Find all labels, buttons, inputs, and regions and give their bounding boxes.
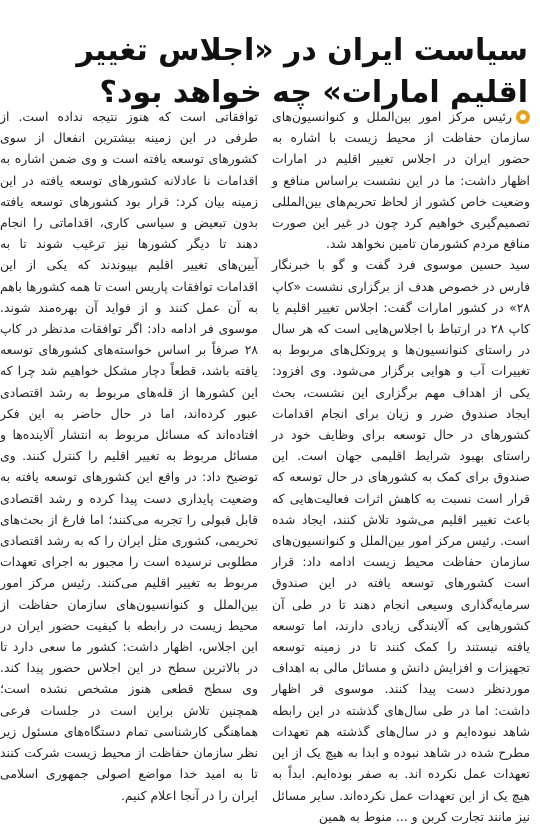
article-headline: سیاست ایران در «اجلاس تغییر اقلیم امارات» چه خواهد بود؟: [76, 33, 528, 111]
article-body: [0, 106, 531, 824]
circle-logo-icon: [516, 110, 530, 124]
left-column: [0, 106, 258, 803]
right-column: [272, 106, 531, 824]
paragraph-continued: توافقاتی است که هنوز نتیجه نداده است. از طرفی در این زمینه بیشترین انفعال از سوی کشورهای توسعه یافته است و وی ضمن اشاره به اقدامات نا عادلانه کشورهای توسعه یافته در این زمینه بیان کرد: قرار بود کشورهای توسعه یافته بدون تبعیض و سیاسی کاری، اقداماتی را انجام دهند تا دیگر کشورها نیز ترغیب شوند تا به آیین‌های تغییر اقلیم بپیوندند که یکی از این اقدامات توافقات پاریس است تا همه کشورها باهم به آن عمل کنند و از فواید آن بهره‌مند شوند. موسوی فر ادامه داد: اگر توافقات مدنظر در کاپ ۲۸ صرفاً بر اساس خواسته‌های کشورهای توسعه یافته باشد، قطعاً دچار مشکل خواهیم شد چرا که این کشورها از قله‌های مربوط به رشد اقتصادی عبور کرده‌اند، اما در حال حاضر به این فکر افتاده‌اند که مسائل مربوط به انتشار آلاینده‌ها و مسائل مربوط به تغییر اقلیم را کنترل کنند. وی توضیح داد: در واقع این کشورهای توسعه یافته به وضعیت پایداری دست پیدا کرده و رشد اقتصادی قابل قبولی را تجربه می‌کنند؛ اما فارغ از بحث‌های تحریمی، کشوری مثل ایران را که به رشد اقتصادی مطلوبی نرسیده است را مجبور به اجرای تعهدات مربوط به تغییر اقلیم می‌کنند. رئیس مرکز امور بین‌الملل و کنوانسیون‌های سازمان حفاظت از محیط زیست در رابطه با کیفیت حضور ایران در این اجلاس، اظهار داشت: کشور ما سعی دارد تا در بالاترین سطح در این اجلاس حضور پیدا کند. وی سطح قطعی هنوز مشخص نشده است؛ همچنین تلاش براین است در جلسات فرعی هماهنگی کارشناسی تمام دستگاه‌های مسئول زیر نظر سازمان حفاظت از محیط زیست شرکت کنند تا به امید خدا مواضع اصولی جمهوری اسلامی ایران را در آنجا اعلام کنیم.: [0, 109, 258, 803]
paragraph-body: سید حسین موسوی فرد گفت و گو با خبرنگار فارس در خصوص هدف از برگزاری نشست «کاپ ۲۸» در کشور امارات گفت: اجلاس تغییر اقلیم یا کاپ ۲۸ در ارتباط با اجلاس‌هایی است که هر سال در راستای کنوانسیون‌ها و پروتکل‌های مربوط به تغییرات آب و هوایی برگزار می‌شود. وی افزود: یکی از اهداف مهم برگزاری این نشست، بحث ایجاد صندوق ضرر و زیان برای انجام اقدامات کشورهای در حال توسعه برای وظایف خود در راستای بهبود شرایط اقلیمی جهان است. این صندوق برای کمک به کشورهای در حال توسعه که قرار است نسبت به کاهش اثرات فعالیت‌هایی که باعث تغییر اقلیم می‌شود تلاش کنند، ایجاد شده است. رئیس مرکز امور بین‌الملل و کنوانسیون‌های سازمان حفاظت محیط زیست ادامه داد: قرار است کشورهای توسعه یافته در این صندوق سرمایه‌گذاری وسیعی انجام دهند تا در طی آن کشورهایی که آلایندگی زیادی دارند، اما توسعه یافته نیستند را کمک کنند تا در زمینه توسعه تجهیزات و افزایش دانش و مسائل مالی به اهداف موردنظر دست پیدا کنند. موسوی فر اظهار داشت: اما در طی سال‌های گذشته در این رابطه شاهد نبوده‌ایم و در سال‌های گذشته هم تعهدات مطرح شده در شاهد نبوده و ابدا به هیچ یک از این تعهدات عمل نکرده اند. به صفر بوده‌ایم. ابداً به هیچ یک از این تعهدات عمل نکرده‌اند. سایر مسائل نیز مانند تجارت کربن و ... منوط به همین: [272, 257, 531, 824]
paragraph-intro: رئیس مرکز امور بین‌الملل و کنوانسیون‌های سازمان حفاظت از محیط زیست با اشاره به حضور ایران در اجلاس تغییر اقلیم در امارات اظهار داشت: ما در این نشست براساس منافع و وضعیت خاص کشور از لحاظ تحریم‌های بین‌المللی تصمیم‌گیری خواهیم کرد چون در غیر این صورت منافع مردم کشورمان تامین نخواهد شد.: [272, 109, 530, 252]
